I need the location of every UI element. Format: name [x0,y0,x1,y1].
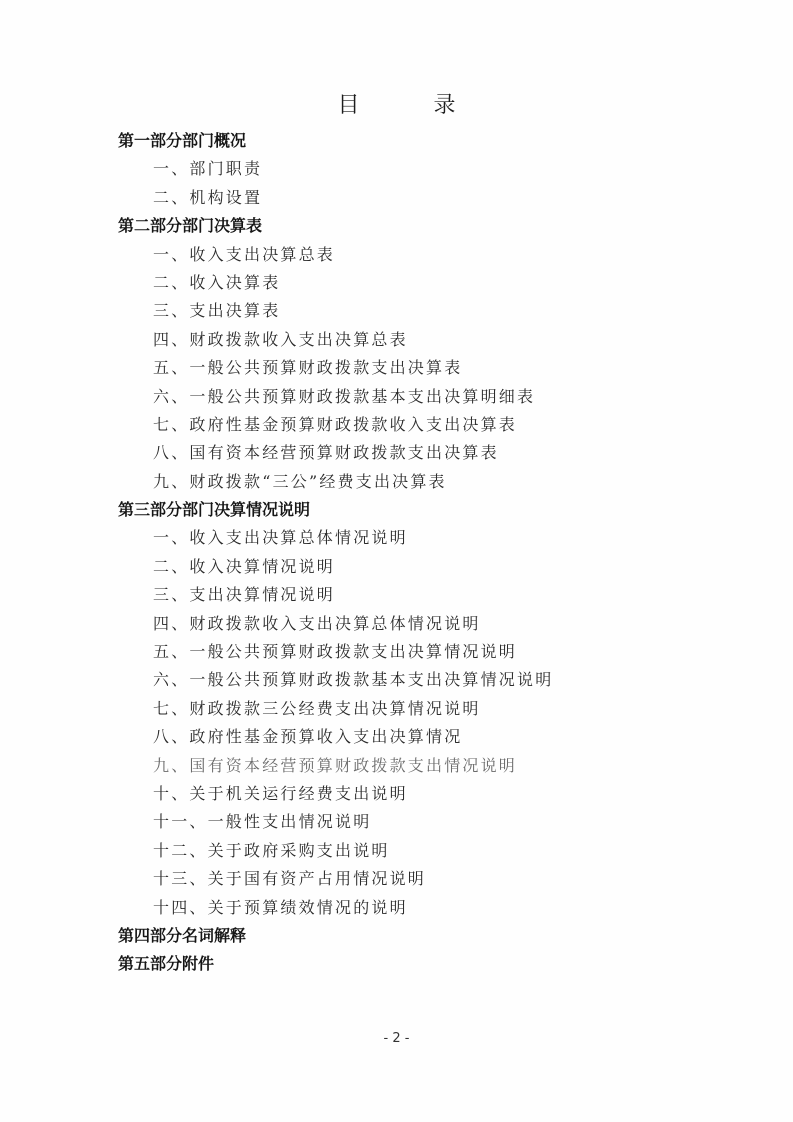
toc-part-1: 第一部分部门概况 [118,131,247,150]
toc-item: 四、财政拨款收入支出决算总体情况说明 [153,613,481,633]
toc-part-3: 第三部分部门决算情况说明 [118,500,311,520]
table-of-contents [0,127,793,979]
toc-item: 三、支出决算情况说明 [153,585,336,605]
toc-item: 二、收入决算情况说明 [153,556,336,576]
toc-part-5: 第五部分附件 [118,954,215,974]
toc-item: 八、政府性基金预算收入支出决算情况 [153,727,463,747]
toc-item: 九、财政拨款“三公”经费支出决算表 [153,471,447,491]
toc-item: 一、收入支出决算总体情况说明 [153,528,408,548]
toc-item: 四、财政拨款收入支出决算总表 [153,329,408,349]
toc-item: 七、财政拨款三公经费支出决算情况说明 [153,698,481,718]
toc-item: 七、政府性基金预算财政拨款收入支出决算表 [153,414,518,434]
toc-item: 一、收入支出决算总表 [153,244,336,264]
toc-item: 五、一般公共预算财政拨款支出决算情况说明 [153,642,518,662]
toc-item: 三、支出决算表 [153,301,281,321]
page-title: 目 录 [337,93,482,118]
toc-item: 八、国有资本经营预算财政拨款支出决算表 [153,443,499,463]
toc-item: 十二、关于政府采购支出说明 [153,840,390,860]
toc-item: 二、收入决算表 [153,272,281,292]
toc-item: 六、一般公共预算财政拨款基本支出决算情况说明 [153,670,554,690]
toc-item: 十四、关于预算绩效情况的说明 [153,897,408,917]
toc-item: 五、一般公共预算财政拨款支出决算表 [153,358,463,378]
toc-item: 九、国有资本经营预算财政拨款支出情况说明 [153,755,518,775]
toc-part-4: 第四部分名词解释 [118,925,247,945]
toc-part-2: 第二部分部门决算表 [118,216,263,236]
toc-item: 十三、关于国有资产占用情况说明 [153,869,427,889]
toc-item: 一、部门职责 [153,159,263,179]
toc-item: 二、机构设置 [153,187,263,207]
toc-item: 六、一般公共预算财政拨款基本支出决算明细表 [153,386,536,406]
toc-item: 十一、一般性支出情况说明 [153,812,372,832]
page-number: - 2 - [383,1031,410,1046]
toc-item: 十、关于机关运行经费支出说明 [153,783,408,803]
